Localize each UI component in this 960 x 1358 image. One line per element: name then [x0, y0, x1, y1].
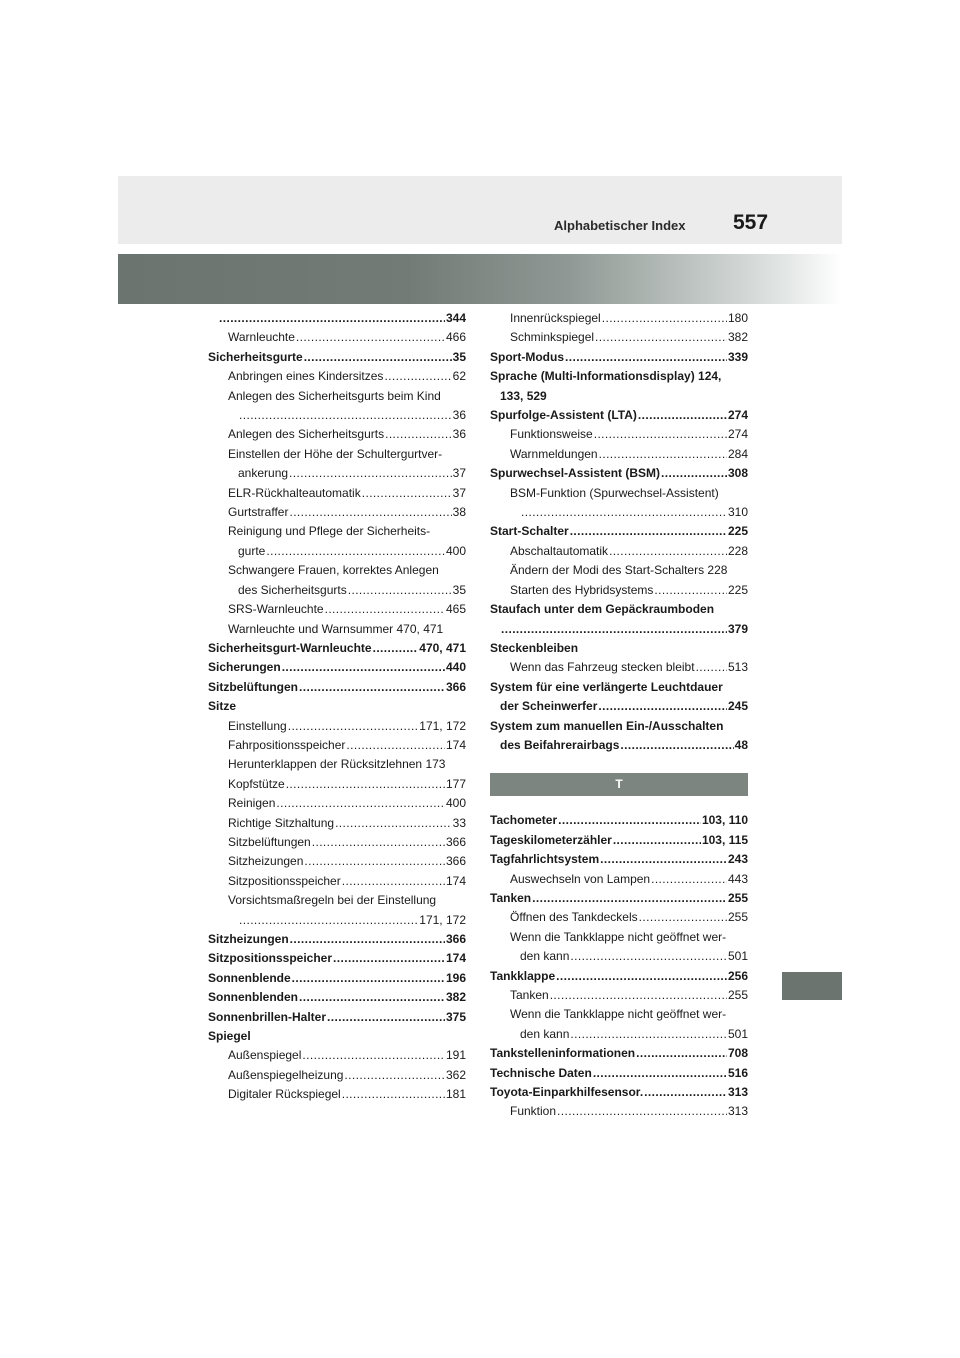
index-entry-page: 171, 172	[419, 718, 466, 733]
index-entry-label: Gurtstraffer	[228, 505, 289, 520]
index-entry-page: 344	[445, 311, 466, 325]
leader-dots	[600, 850, 727, 869]
leader-dots	[302, 1046, 445, 1065]
index-entry-label: Tagfahrlichtsystem	[490, 852, 600, 867]
index-entry-page: 35	[452, 582, 466, 597]
leader-dots	[239, 911, 418, 930]
index-entry-label: Sonnenblenden	[208, 990, 298, 1005]
index-entry-page: 366	[445, 679, 466, 694]
index-entry	[208, 794, 466, 813]
index-entry-page: 379	[727, 621, 748, 636]
index-entry	[490, 484, 748, 503]
leader-dots	[521, 503, 727, 522]
leader-dots	[289, 464, 452, 483]
index-entry-label: SRS-Warnleuchte	[228, 602, 324, 617]
index-entry-page: 37	[452, 466, 466, 481]
index-entry	[490, 1025, 748, 1044]
index-entry	[208, 678, 466, 697]
leader-dots	[385, 425, 452, 444]
index-entry-label: Sonnenblende	[208, 970, 291, 985]
leader-dots	[558, 811, 701, 830]
index-entry-label: BSM-Funktion (Spurwechsel-Assistent)	[510, 485, 719, 500]
index-entry-page: 708	[727, 1046, 748, 1061]
leader-dots	[593, 1064, 727, 1083]
index-entry-label: Tanken	[490, 890, 532, 905]
index-entry-page: 177	[445, 776, 466, 791]
index-entry-page: 501	[727, 949, 748, 964]
index-entry-page: 196	[445, 970, 466, 985]
leader-dots	[373, 639, 419, 658]
leader-dots	[638, 406, 727, 425]
section-letter-header: T	[490, 773, 748, 796]
index-entry-page: 256	[727, 968, 748, 983]
index-entry-label: ELR-Rückhalteautomatik	[228, 485, 361, 500]
leader-dots	[239, 406, 452, 425]
index-entry	[208, 348, 466, 367]
index-entry-page: 174	[445, 951, 466, 966]
index-entry	[490, 678, 748, 697]
index-entry-page: 375	[445, 1009, 466, 1024]
index-entry-label: Wenn das Fahrzeug stecken bleibt	[510, 660, 695, 675]
index-entry-label: Tageskilometerzähler	[490, 832, 612, 847]
index-entry-label: Fahrpositionsspeicher	[228, 737, 346, 752]
index-entry	[208, 833, 466, 852]
leader-dots	[304, 852, 445, 871]
index-entry-label: des Beifahrerairbags	[500, 737, 620, 752]
index-entry	[208, 620, 466, 639]
index-entry	[208, 969, 466, 988]
index-entry-label: Sicherungen	[208, 660, 281, 675]
index-entry	[490, 736, 748, 755]
leader-dots	[636, 1044, 727, 1063]
index-entry-label: System zum manuellen Ein-/Ausschalten	[490, 718, 724, 733]
index-entry-label: Sport-Modus	[490, 349, 564, 364]
index-entry	[490, 503, 748, 522]
index-entry-label: Spurfolge-Assistent (LTA)	[490, 408, 637, 423]
index-entry	[208, 503, 466, 522]
index-entry-label: Kopfstütze	[228, 776, 285, 791]
index-entry-label: den kann	[520, 1026, 570, 1041]
index-entry-label: Tankstelleninformationen	[490, 1046, 636, 1061]
index-entry	[208, 581, 466, 600]
leader-dots	[344, 1066, 445, 1085]
index-entry	[208, 1046, 466, 1065]
index-entry-label: Funktionsweise	[510, 427, 593, 442]
index-entry-page: 36	[452, 408, 466, 423]
index-entry-page: 400	[445, 796, 466, 811]
index-entry-label: Abschaltautomatik	[510, 543, 609, 558]
index-entry	[490, 425, 748, 444]
index-entry	[208, 775, 466, 794]
index-entry	[490, 870, 748, 889]
index-entry	[490, 697, 748, 716]
index-entry	[208, 406, 466, 425]
index-entry-label: Schminkspiegel	[510, 330, 595, 345]
index-entry-page: 48	[734, 737, 748, 752]
section-thumb-tab	[782, 972, 842, 1000]
index-entry	[208, 639, 466, 658]
index-entry	[490, 348, 748, 367]
index-entry	[208, 949, 466, 968]
index-entry	[208, 852, 466, 871]
index-entry-label: Öffnen des Tankdeckels	[510, 910, 638, 925]
index-entry-label: Digitaler Rückspiegel	[228, 1087, 341, 1102]
index-entry-label: Außenspiegelheizung	[228, 1067, 344, 1082]
index-entry-page: 36	[452, 427, 466, 442]
section-title: Alphabetischer Index	[554, 218, 686, 233]
index-entry-page: 255	[727, 910, 748, 925]
index-entry-label: Sprache (Multi-Informationsdisplay) 124,	[490, 369, 722, 384]
index-entry-label: Schwangere Frauen, korrektes Anlegen	[228, 563, 439, 578]
leader-dots	[384, 367, 451, 386]
index-entry-label: Sitzbelüftungen	[208, 679, 298, 694]
index-entry	[490, 1005, 748, 1024]
leader-dots	[570, 1025, 727, 1044]
index-entry-label: Auswechseln von Lampen	[510, 871, 651, 886]
index-entry-label: Sitzheizungen	[208, 932, 289, 946]
index-entry-page: 255	[727, 988, 748, 1002]
leader-dots	[556, 967, 727, 986]
index-entry-label: Sicherheitsgurt-Warnleuchte	[208, 640, 372, 655]
leader-dots	[532, 889, 727, 908]
index-entry-page: 313	[727, 1085, 748, 1100]
leader-dots	[299, 988, 445, 1007]
index-entry	[490, 561, 748, 580]
index-entry-label: Einstellung	[228, 718, 287, 733]
index-entry	[490, 850, 748, 869]
leader-dots	[335, 814, 452, 833]
index-entry	[490, 986, 748, 1005]
leader-dots	[304, 348, 452, 367]
index-entry	[490, 1064, 748, 1083]
leader-dots	[346, 736, 445, 755]
index-entry-label: ankerung	[238, 466, 289, 481]
index-entry-label: gurte	[238, 543, 266, 558]
index-entry	[208, 387, 466, 406]
index-entry-page: 382	[445, 990, 466, 1005]
index-entry-page: 255	[727, 890, 748, 905]
index-entry-page: 274	[727, 408, 748, 423]
index-entry-page: 181	[445, 1087, 466, 1102]
leader-dots	[312, 833, 445, 852]
index-entry-label: Tanken	[510, 988, 549, 1002]
leader-dots	[289, 503, 451, 522]
index-entry-label: Tachometer	[490, 813, 558, 828]
index-entry-label: Vorsichtsmaßregeln bei der Einstellung	[228, 893, 437, 908]
index-entry-label: Sitze	[208, 699, 237, 714]
leader-dots	[565, 348, 727, 367]
index-entry-page: 400	[445, 543, 466, 558]
index-entry-page: 313	[727, 1104, 748, 1119]
index-entry-label: Sitzheizungen	[228, 854, 304, 869]
leader-dots	[609, 542, 727, 561]
index-entry-label: Sitzbelüftungen	[228, 834, 311, 849]
index-entry-label: Außenspiegel	[228, 1048, 302, 1063]
index-entry-page: 501	[727, 1026, 748, 1041]
index-entry-label: Einstellen der Höhe der Schultergurtver-	[228, 446, 443, 461]
index-entry-label: Steckenbleiben	[490, 640, 579, 655]
leader-dots	[557, 1102, 727, 1121]
page-number: 557	[733, 211, 769, 234]
index-entry-page: 62	[452, 369, 466, 384]
index-entry-label: Tankklappe	[490, 968, 556, 983]
index-entry	[490, 620, 748, 639]
index-entry	[490, 831, 748, 850]
index-entry-page: 470, 471	[419, 640, 466, 655]
index-entry-label: Sitzpositionsspeicher	[208, 951, 333, 966]
index-entry	[208, 522, 466, 541]
leader-dots	[348, 581, 452, 600]
index-entry-page: 513	[727, 660, 748, 675]
index-entry-page: 225	[727, 524, 748, 539]
index-entry-label: Richtige Sitzhaltung	[228, 815, 335, 830]
index-group-t	[490, 811, 748, 1122]
leader-dots	[501, 620, 727, 639]
index-entry	[490, 658, 748, 677]
index-entry-page: 366	[445, 854, 466, 869]
leader-dots	[327, 1008, 445, 1027]
index-entry	[490, 1083, 748, 1102]
index-entry	[208, 561, 466, 580]
index-entry-page: 362	[445, 1067, 466, 1082]
index-entry-label: Ändern der Modi des Start-Schalters 228	[510, 563, 728, 578]
index-entry	[208, 736, 466, 755]
index-entry	[490, 522, 748, 541]
index-entry-label: Anbringen eines Kindersitzes	[228, 369, 384, 384]
leader-dots	[654, 581, 727, 600]
index-entry-page: 310	[727, 505, 748, 520]
index-entry-label: Funktion	[510, 1104, 557, 1119]
leader-dots	[333, 949, 445, 968]
index-entry	[208, 717, 466, 736]
leader-dots	[282, 658, 445, 677]
index-entry	[208, 464, 466, 483]
index-entry-page: 228	[727, 543, 748, 558]
index-entry-page: 284	[727, 446, 748, 461]
index-entry	[490, 639, 748, 658]
index-entry	[208, 658, 466, 677]
leader-dots	[595, 328, 727, 347]
index-entry	[490, 1044, 748, 1063]
leader-dots	[599, 445, 727, 464]
index-entry	[490, 967, 748, 986]
index-entry	[208, 484, 466, 503]
index-entry-page: 516	[727, 1065, 748, 1080]
index-entry-label: Spiegel	[208, 1029, 251, 1044]
index-entry	[490, 600, 748, 619]
index-entry	[208, 445, 466, 464]
index-entry-page: 191	[445, 1048, 466, 1063]
index-entry-page: 174	[445, 737, 466, 752]
index-entry-label: Innenrückspiegel	[510, 311, 601, 325]
index-entry-label: den kann	[520, 949, 570, 964]
index-entry	[490, 464, 748, 483]
leader-dots	[651, 870, 727, 889]
index-entry-page: 308	[727, 466, 748, 481]
index-entry-label: Reinigung und Pflege der Sicherheits-	[228, 524, 431, 539]
index-entry-label: Sicherheitsgurte	[208, 349, 303, 364]
index-entry-label: Herunterklappen der Rücksitzlehnen 173	[228, 757, 446, 772]
index-entry	[208, 1008, 466, 1027]
index-entry	[490, 367, 748, 386]
leader-dots	[598, 697, 727, 716]
index-entry-page: 274	[727, 427, 748, 442]
index-entry	[208, 542, 466, 561]
leader-dots	[620, 736, 733, 755]
leader-dots	[613, 831, 701, 850]
leader-dots	[342, 1085, 445, 1104]
index-entry-page: 37	[452, 485, 466, 500]
index-entry	[208, 891, 466, 910]
index-entry	[490, 947, 748, 966]
index-entry-label: Starten des Hybridsystems	[510, 582, 654, 597]
index-entry	[490, 581, 748, 600]
leader-dots	[602, 309, 727, 328]
index-entry	[208, 309, 466, 328]
index-entry-label: Anlegen des Sicherheitsgurts	[228, 427, 385, 442]
leader-dots	[296, 328, 445, 347]
index-entry-label: Wenn die Tankklappe nicht geöffnet wer-	[510, 929, 727, 944]
index-entry-page: 443	[727, 871, 748, 886]
index-entry	[208, 1027, 466, 1046]
index-entry-label: der Scheinwerfer	[500, 699, 598, 714]
index-column-left	[208, 309, 466, 1105]
leader-dots	[290, 930, 445, 949]
leader-dots	[266, 542, 445, 561]
index-entry	[208, 425, 466, 444]
index-entry-label: Warnmeldungen	[510, 446, 598, 461]
index-entry-page: 33	[452, 815, 466, 830]
index-entry-label: Reinigen	[228, 796, 276, 811]
index-entry	[490, 445, 748, 464]
index-entry-label: Technische Daten	[490, 1065, 592, 1080]
leader-dots	[276, 794, 445, 813]
index-entry-page: 339	[727, 349, 748, 364]
index-entry	[490, 542, 748, 561]
leader-dots	[550, 986, 727, 1005]
leader-dots	[570, 522, 727, 541]
leader-dots	[594, 425, 727, 444]
index-entry-label: Anlegen des Sicherheitsgurts beim Kind	[228, 388, 441, 403]
leader-dots	[288, 717, 419, 736]
index-entry-label: 133, 529	[500, 388, 547, 403]
index-entry	[490, 387, 748, 406]
index-entry	[490, 309, 748, 328]
leader-dots	[299, 678, 445, 697]
index-entry	[490, 1102, 748, 1121]
index-entry-page: 366	[445, 932, 466, 946]
index-entry	[208, 930, 466, 949]
index-entry-page: 171, 172	[419, 912, 466, 927]
index-entry	[208, 1066, 466, 1085]
index-entry-label: des Sicherheitsgurts	[238, 582, 347, 597]
index-entry	[208, 697, 466, 716]
index-entry	[208, 814, 466, 833]
index-entry	[490, 406, 748, 425]
index-entry	[208, 328, 466, 347]
index-entry	[490, 811, 748, 830]
index-entry-label: System für eine verlängerte Leuchtdauer	[490, 679, 723, 694]
index-entry-page: 103, 115	[701, 832, 748, 847]
index-entry	[490, 889, 748, 908]
index-group-s	[490, 309, 748, 755]
index-entry-page: 245	[727, 699, 748, 714]
leader-dots	[661, 464, 727, 483]
leader-dots	[644, 1083, 727, 1102]
leader-dots	[342, 872, 445, 891]
index-entry-label: Sonnenbrillen-Halter	[208, 1009, 327, 1024]
leader-dots	[639, 908, 727, 927]
index-entry	[208, 911, 466, 930]
leader-dots	[362, 484, 452, 503]
header-gradient-band	[118, 254, 842, 304]
leader-dots	[696, 658, 727, 677]
leader-dots	[570, 947, 727, 966]
index-entry-page: 440	[445, 660, 466, 675]
index-entry	[490, 717, 748, 736]
index-entry-label: Warnleuchte	[228, 330, 295, 345]
index-entry-page: 466	[445, 330, 466, 345]
index-entry-label: Spurwechsel-Assistent (BSM)	[490, 466, 661, 481]
index-entry-page: 465	[445, 602, 466, 617]
leader-dots	[286, 775, 445, 794]
index-entry	[208, 600, 466, 619]
index-entry-label: Start-Schalter	[490, 524, 569, 539]
index-entry-page: 366	[445, 834, 466, 849]
index-entry-page: 243	[727, 852, 748, 867]
index-entry	[490, 908, 748, 927]
index-entry	[490, 328, 748, 347]
index-entry	[490, 928, 748, 947]
leader-dots	[219, 309, 445, 328]
index-entry-label: Staufach unter dem Gepäckraumboden	[490, 602, 715, 617]
index-entry	[208, 755, 466, 774]
index-entry-page: 180	[727, 311, 748, 325]
index-entry	[208, 988, 466, 1007]
index-entry-page: 38	[452, 505, 466, 520]
index-entry-page: 382	[727, 330, 748, 345]
leader-dots	[325, 600, 445, 619]
index-entry-page: 35	[452, 349, 466, 364]
index-entry	[208, 1085, 466, 1104]
index-entry	[208, 367, 466, 386]
index-entry	[208, 872, 466, 891]
index-entry-page: 225	[727, 582, 748, 597]
index-entry-label: Toyota-Einparkhilfesensor.	[490, 1085, 644, 1100]
index-column-right	[490, 309, 748, 1122]
leader-dots	[292, 969, 445, 988]
index-entry-label: Sitzpositionsspeicher	[228, 873, 341, 888]
index-entry-page: 103, 110	[701, 813, 748, 828]
index-entry-label: Warnleuchte und Warnsummer 470, 471	[228, 621, 444, 636]
index-entry-page: 174	[445, 873, 466, 888]
index-entry-label: Wenn die Tankklappe nicht geöffnet wer-	[510, 1007, 727, 1022]
